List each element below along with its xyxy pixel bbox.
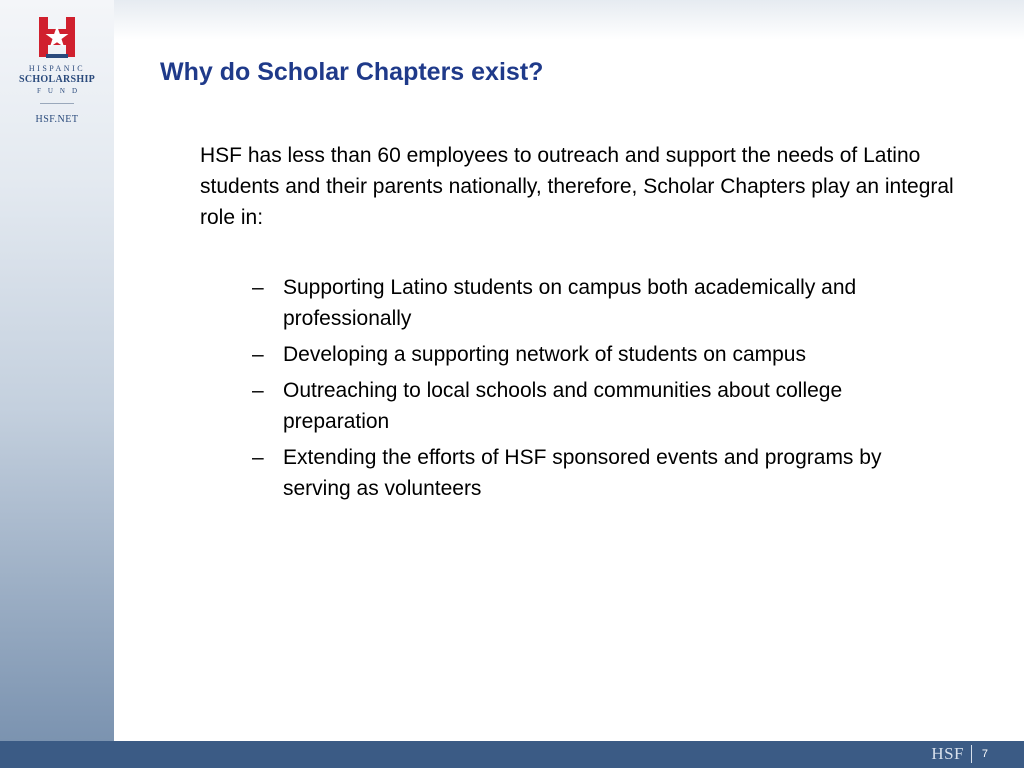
bullet-dash: –	[252, 276, 264, 299]
bullet-text: Developing a supporting network of students on campus	[283, 343, 806, 366]
bullet-dash: –	[252, 446, 264, 469]
logo-divider	[40, 103, 74, 104]
list-item	[252, 272, 952, 334]
logo-text-fund: FUND	[36, 87, 85, 95]
bullet-text: Outreaching to local schools and communities about college preparation	[283, 379, 843, 433]
page-number: 7	[981, 748, 988, 760]
hsf-logo	[0, 14, 114, 125]
top-gradient	[114, 0, 1024, 40]
bullet-text: Supporting Latino students on campus both academically and professionally	[283, 276, 857, 330]
footer-brand: HSF	[931, 744, 964, 763]
list-item	[252, 339, 952, 370]
footer-separator	[971, 745, 972, 763]
slide-title: Why do Scholar Chapters exist?	[160, 58, 544, 86]
footer-bar	[0, 741, 1024, 768]
bullet-list	[252, 272, 952, 509]
website-url: HSF.NET	[35, 114, 79, 125]
sidebar	[0, 0, 114, 741]
list-item	[252, 442, 952, 504]
intro-paragraph: HSF has less than 60 employees to outreach and support the needs of Latino students and their parents nationally, therefore, Scholar Chapters play an integral role in:	[200, 144, 954, 229]
bullet-dash: –	[252, 343, 264, 366]
list-item	[252, 375, 952, 437]
bullet-dash: –	[252, 379, 264, 402]
logo-text-hispanic: HISPANIC	[28, 64, 86, 73]
hsf-star-logo-icon	[34, 14, 80, 60]
bullet-text: Extending the efforts of HSF sponsored events and programs by serving as volunteers	[283, 446, 882, 500]
logo-text-scholarship: SCHOLARSHIP	[18, 74, 96, 85]
